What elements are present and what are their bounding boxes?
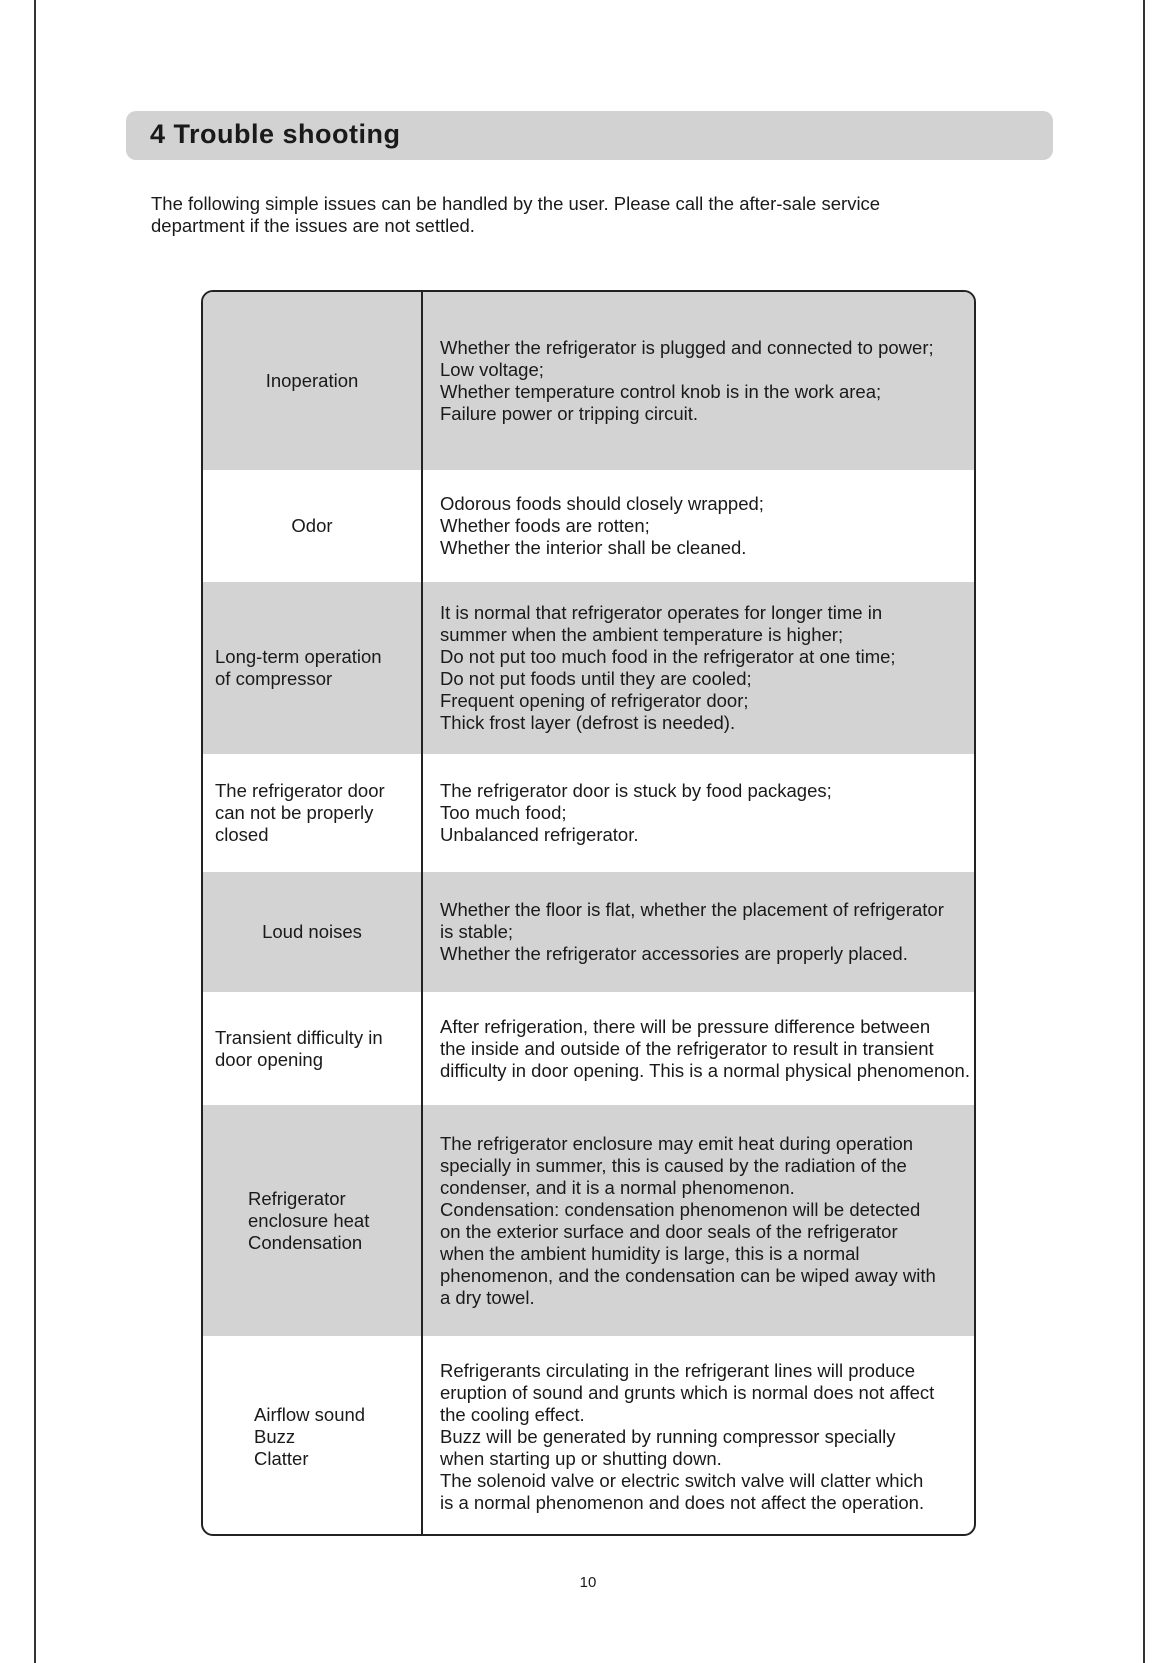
section-title: 4 Trouble shooting [150,119,401,149]
table-row [203,470,974,582]
column-divider [421,292,423,1534]
problem-cell: Transient difficulty in door opening [215,1026,383,1070]
page-right-rule [1143,0,1145,1663]
table-row [203,872,974,992]
troubleshooting-table [201,290,976,1536]
problem-cell: The refrigerator door can not be properly closed [215,780,385,845]
problem-cell: Loud noises [262,921,362,942]
solution-cell: The refrigerator enclosure may emit heat during operation specially in summer, this is caused by the radiation of the condenser, and it is a normal phenomenon. Condensation: condensation phenomenon will be detected on the exterior surface and door seals of the refrigerator when the ambient humidity is large, this is a normal phenomenon, and the condensation can be wiped away with a dry towel. [440,1132,936,1308]
solution-cell: Refrigerants circulating in the refrigerant lines will produce eruption of sound and grunts which is normal does not affect the cooling effect. Buzz will be generated by running compressor specially when starting up or shutting down. The solenoid valve or electric switch valve will clatter which is a normal phenomenon and does not affect the operation. [440,1360,935,1513]
table-row [203,582,974,754]
page-left-rule [34,0,36,1663]
solution-cell: It is normal that refrigerator operates for longer time in summer when the ambient temperature is higher; Do not put too much food in the refrigerator at one time; Do not put foods until they are cooled; Frequent opening of refrigerator door; Thick frost layer (defrost is needed). [440,602,896,733]
table-row [203,754,974,872]
problem-cell: Refrigerator enclosure heat Condensation [248,1187,370,1253]
solution-cell: Odorous foods should closely wrapped; Whether foods are rotten; Whether the interior shall be cleaned. [440,493,764,558]
solution-cell: The refrigerator door is stuck by food packages; Too much food; Unbalanced refrigerator. [440,780,832,845]
table-row [203,992,974,1105]
problem-cell: Airflow sound Buzz Clatter [254,1404,366,1469]
problem-cell: Odor [291,515,333,536]
solution-cell: Whether the floor is flat, whether the placement of refrigerator is stable; Whether the refrigerator accessories are properly placed. [440,899,944,964]
problem-cell: Long-term operation of compressor [215,646,382,689]
solution-cell: Whether the refrigerator is plugged and connected to power; Low voltage; Whether temperature control knob is in the work area; Failure power or tripping circuit. [440,337,934,424]
intro-paragraph: The following simple issues can be handled by the user. Please call the after-sale service department if the issues are not settled. [151,193,881,236]
table-row [203,1336,974,1536]
solution-cell: After refrigeration, there will be pressure difference between the inside and outside of the refrigerator to result in transient difficulty in door opening. This is a normal physical phenomenon. [440,1015,970,1081]
table-row [203,292,974,470]
table-row [203,1105,974,1336]
section-header-bar [126,111,1053,160]
problem-cell: Inoperation [265,370,359,391]
page-number: 10 [579,1574,597,1591]
